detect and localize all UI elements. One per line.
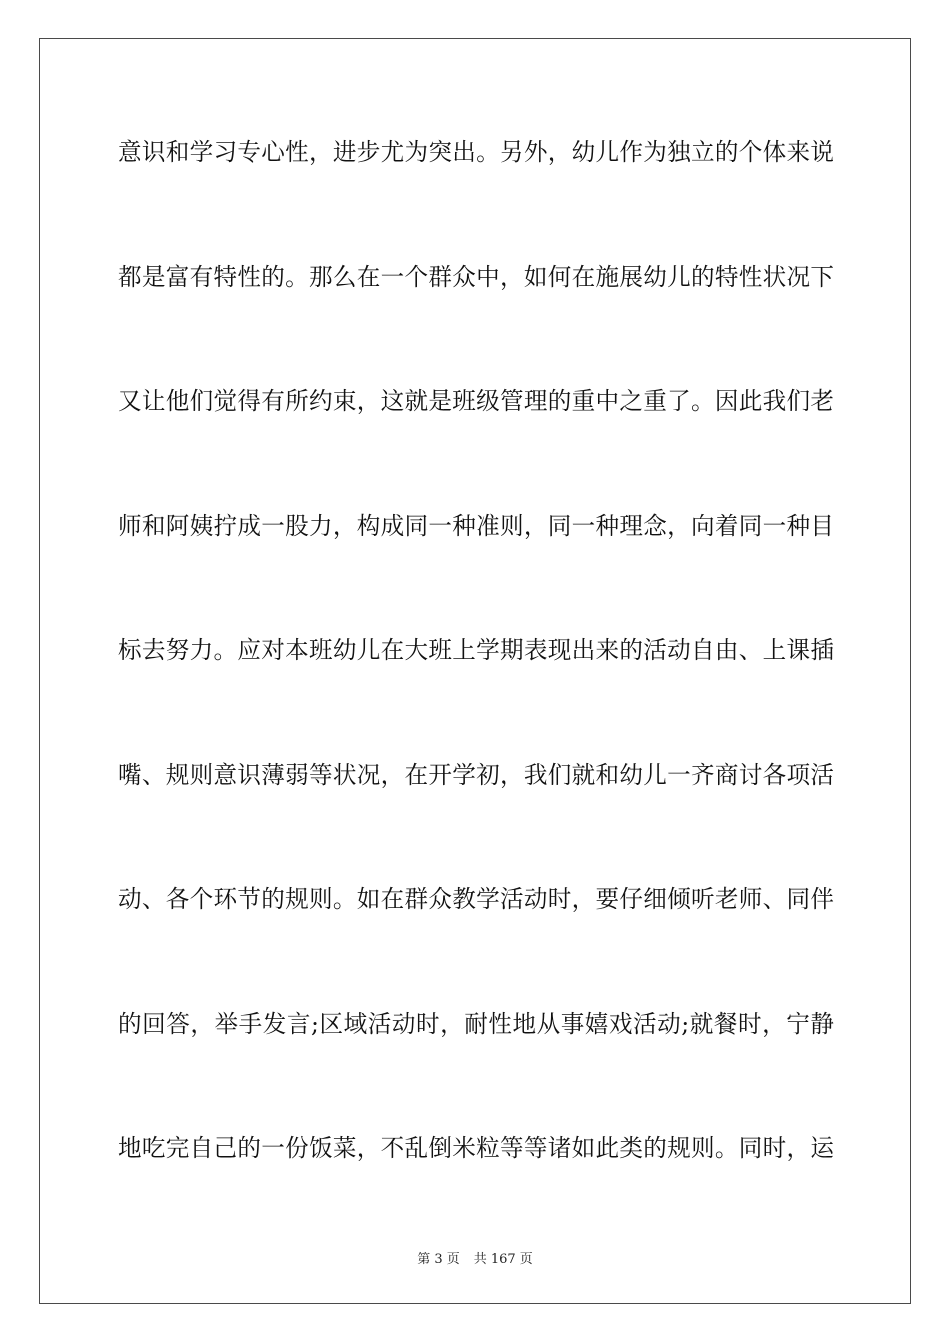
text-line: 师和阿姨拧成一股力，构成同一种准则，同一种理念，向着同一种目 <box>118 511 834 540</box>
text-line: 地吃完自己的一份饭菜，不乱倒米粒等等诸如此类的规则。同时，运 <box>118 1134 834 1162</box>
document-body <box>118 130 834 1251</box>
total-pages: 共 167 页 <box>473 1252 533 1267</box>
text-line: 动、各个环节的规则。如在群众教学活动时，要仔细倾听老师、同伴 <box>118 885 834 913</box>
text-line: 都是富有特性的。那么在一个群众中，如何在施展幼儿的特性状况下 <box>118 262 834 291</box>
page-number: 第 3 页 <box>417 1252 460 1267</box>
text-line: 嘴、规则意识薄弱等状况，在开学初，我们就和幼儿一齐商讨各项活 <box>118 760 834 789</box>
text-line: 意识和学习专心性，进步尤为突出。另外，幼儿作为独立的个体来说 <box>118 138 834 166</box>
text-line: 标去努力。应对本班幼儿在大班上学期表现出来的活动自由、上课插 <box>118 636 834 664</box>
text-line: 又让他们觉得有所约束，这就是班级管理的重中之重了。因此我们老 <box>118 387 834 415</box>
text-line: 的回答，举手发言;区域活动时，耐性地从事嬉戏活动;就餐时，宁静 <box>118 1009 834 1038</box>
page-footer <box>0 1248 950 1267</box>
